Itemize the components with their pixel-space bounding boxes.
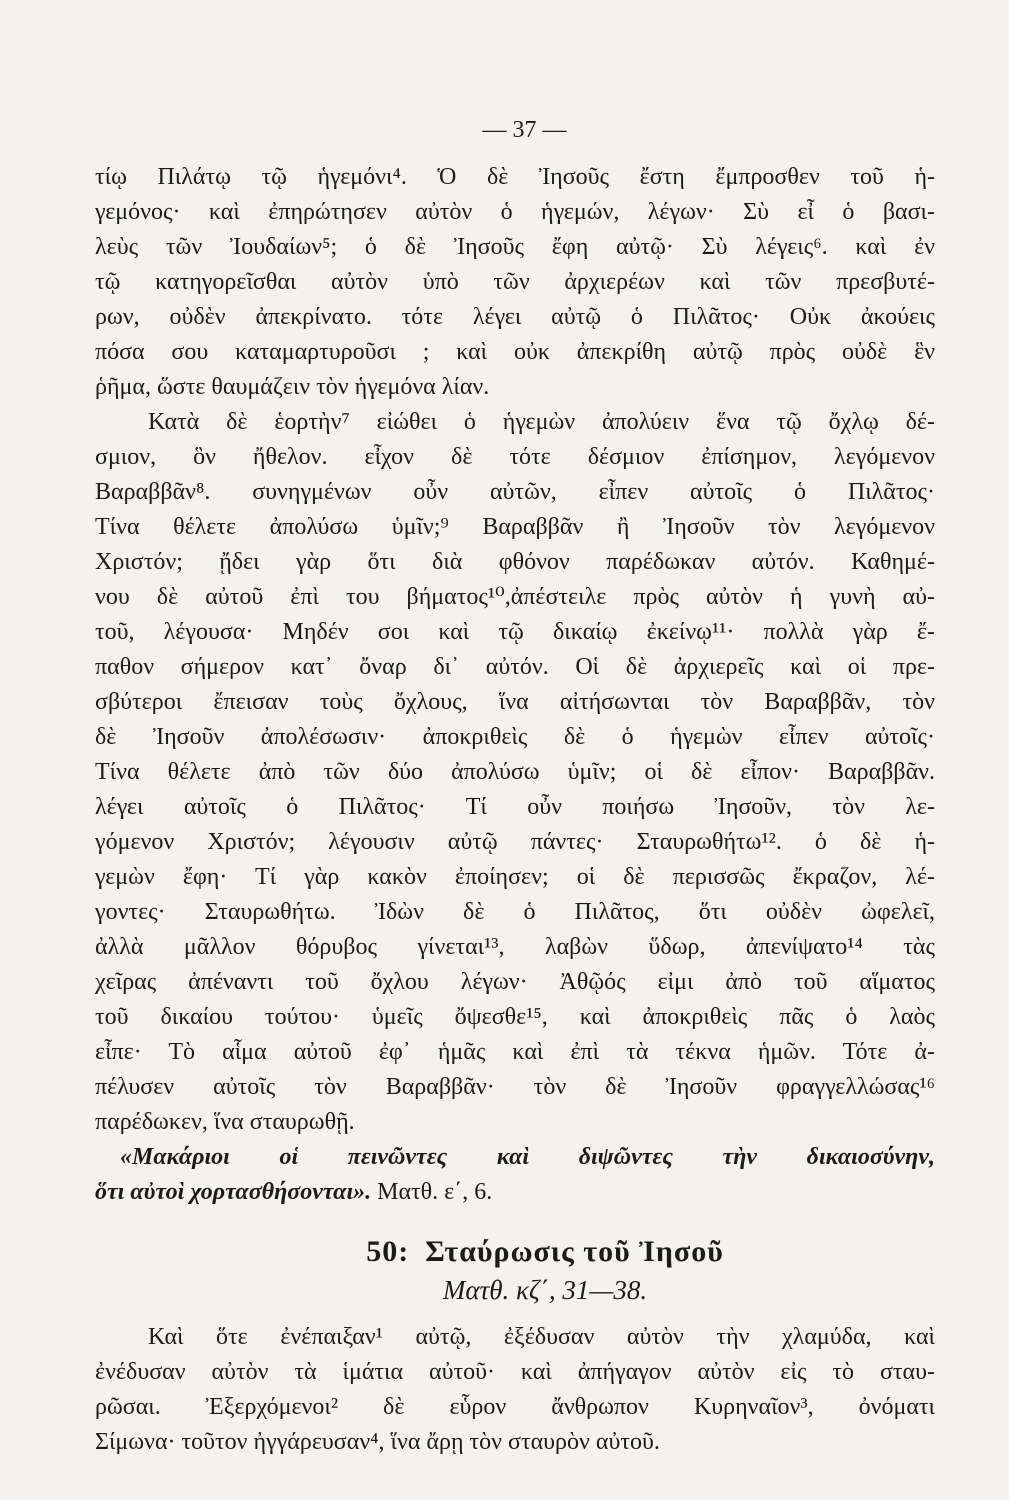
body-text-section-1 [95,160,935,1210]
text-line: ῥῆμα, ὥστε θαυμάζειν τὸν ἡγεμόνα λίαν. [95,374,490,400]
text-line: χεῖρας ἀπέναντι τοῦ ὄχλου λέγων· Ἀθῷός εἰμι ἀπὸ τοῦ αἵματος [95,969,935,995]
text-line: ἐνέδυσαν αὐτὸν τὰ ἱμάτια αὐτοῦ· καὶ ἀπήγαγον αὐτὸν εἰς τὸ σταυ- [95,1359,935,1385]
beatitude-quote-text: ὅτι αὐτοὶ χορτασθήσονται». [95,1179,372,1205]
section-number: 50: [366,1235,410,1268]
beatitude-quote-line-2 [95,1175,935,1210]
text-line: λέγει αὐτοῖς ὁ Πιλᾶτος· Τί οὖν ποιήσω Ἰησοῦν, τὸν λε- [95,794,935,820]
beatitude-quote-reference: Ματθ. ε΄, 6. [377,1179,493,1205]
text-line: Βαραββᾶν⁸. συνηγμένων οὖν αὐτῶν, εἶπεν αὐτοῖς ὁ Πιλᾶτος· [95,479,935,505]
text-line: Τίνα θέλετε ἀπὸ τῶν δύο ἀπολύσω ὑμῖν; οἱ δὲ εἶπον· Βαραββᾶν. [95,759,935,785]
text-line: τοῦ, λέγουσα· Μηδέν σοι καὶ τῷ δικαίῳ ἐκείνῳ¹¹· πολλὰ γὰρ ἔ- [95,619,935,645]
text-line: Καὶ ὅτε ἐνέπαιξαν¹ αὐτῷ, ἐξέδυσαν αὐτὸν τὴν χλαμύδα, καὶ [148,1324,935,1350]
text-line: ρων, οὐδὲν ἀπεκρίνατο. τότε λέγει αὐτῷ ὁ Πιλᾶτος· Οὐκ ἀκούεις [95,304,935,330]
text-line: παρέδωκεν, ἵνα σταυρωθῇ. [95,1109,355,1135]
text-line: παθον σήμερον κατ᾽ ὄναρ δι᾽ αὐτόν. Οἱ δὲ ἀρχιερεῖς καὶ οἱ πρε- [95,654,935,680]
text-line: τῷ κατηγορεῖσθαι αὐτὸν ὑπὸ τῶν ἀρχιερέων καὶ τῶν πρεσβυτέ- [95,269,935,295]
text-line: νου δὲ αὐτοῦ ἐπὶ του βήματος¹⁰,ἀπέστειλε πρὸς αὐτὸν ἡ γυνὴ αὐ- [95,584,935,610]
text-line: τίῳ Πιλάτῳ τῷ ἡγεμόνι⁴. Ὁ δὲ Ἰησοῦς ἔστη ἔμπροσθεν τοῦ ἡ- [95,164,935,190]
text-line: Χριστόν; ᾔδει γὰρ ὅτι διὰ φθόνον παρέδωκαν αὐτόν. Καθημέ- [95,549,935,575]
text-line: Σίμωνα· τοῦτον ἠγγάρευσαν⁴, ἵνα ἄρῃ τὸν σταυρὸν αὐτοῦ. [95,1429,660,1455]
text-line: δὲ Ἰησοῦν ἀπολέσωσιν· ἀποκριθεὶς δὲ ὁ ἡγεμὼν εἶπεν αὐτοῖς· [95,724,935,750]
text-line: Κατὰ δὲ ἑορτὴν⁷ εἰώθει ὁ ἡγεμὼν ἀπολύειν ἕνα τῷ ὄχλῳ δέ- [148,409,935,435]
beatitude-quote-line-1: «Μακάριοι οἱ πεινῶντες καὶ διψῶντες τὴν δικαιοσύνην, [120,1144,935,1170]
section-heading [95,1232,995,1272]
text-line: εἶπε· Τὸ αἷμα αὐτοῦ ἐφ᾽ ἡμᾶς καὶ ἐπὶ τὰ τέκνα ἡμῶν. Τότε ἀ- [95,1039,935,1065]
text-line: σμιον, ὃν ἤθελον. εἶχον δὲ τότε δέσμιον ἐπίσημον, λεγόμενον [95,444,935,470]
text-line: ρῶσαι. Ἐξερχόμενοι² δὲ εὗρον ἄνθρωπον Κυρηναῖον³, ὀνόματι [95,1394,935,1420]
body-text-section-2 [95,1320,935,1460]
text-line: γόμενον Χριστόν; λέγουσιν αὐτῷ πάντες· Σταυρωθήτω¹². ὁ δὲ ἡ- [95,829,935,855]
text-line: σβύτεροι ἔπεισαν τοὺς ὄχλους, ἵνα αἰτήσωνται τὸν Βαραββᾶν, τὸν [95,689,935,715]
section-reference: Ματθ. κζ΄, 31—38. [442,1275,648,1305]
text-line: τοῦ δικαίου τούτου· ὑμεῖς ὄψεσθε¹⁵, καὶ ἀποκριθεὶς πᾶς ὁ λαὸς [95,1004,935,1030]
page-number: — 37 — [482,117,567,143]
section-title: Σταύρωσις τοῦ Ἰησοῦ [425,1235,724,1268]
text-line: γεμὼν ἔφη· Τί γὰρ κακὸν ἐποίησεν; οἱ δὲ περισσῶς ἔκραζον, λέ- [95,864,935,890]
text-line: λεὺς τῶν Ἰουδαίων⁵; ὁ δὲ Ἰησοῦς ἔφη αὐτῷ· Σὺ λέγεις⁶. καὶ ἐν [95,234,935,260]
text-line: γοντες· Σταυρωθήτω. Ἰδὼν δὲ ὁ Πιλᾶτος, ὅτι οὐδὲν ὠφελεῖ, [95,899,935,925]
text-line: πέλυσεν αὐτοῖς τὸν Βαραββᾶν· τὸν δὲ Ἰησοῦν φραγγελλώσας¹⁶ [95,1074,935,1100]
text-line: ἀλλὰ μᾶλλον θόρυβος γίνεται¹³, λαβὼν ὕδωρ, ἀπενίψατο¹⁴ τὰς [95,934,935,960]
text-line: Τίνα θέλετε ἀπολύσω ὑμῖν;⁹ Βαραββᾶν ἢ Ἰησοῦν τὸν λεγόμενον [95,514,935,540]
text-line: γεμόνος· καὶ ἐπηρώτησεν αὐτὸν ὁ ἡγεμών, λέγων· Σὺ εἶ ὁ βασι- [95,199,935,225]
text-line: πόσα σου καταμαρτυροῦσι ; καὶ οὐκ ἀπεκρίθη αὐτῷ πρὸς οὐδὲ ἓν [95,339,935,365]
